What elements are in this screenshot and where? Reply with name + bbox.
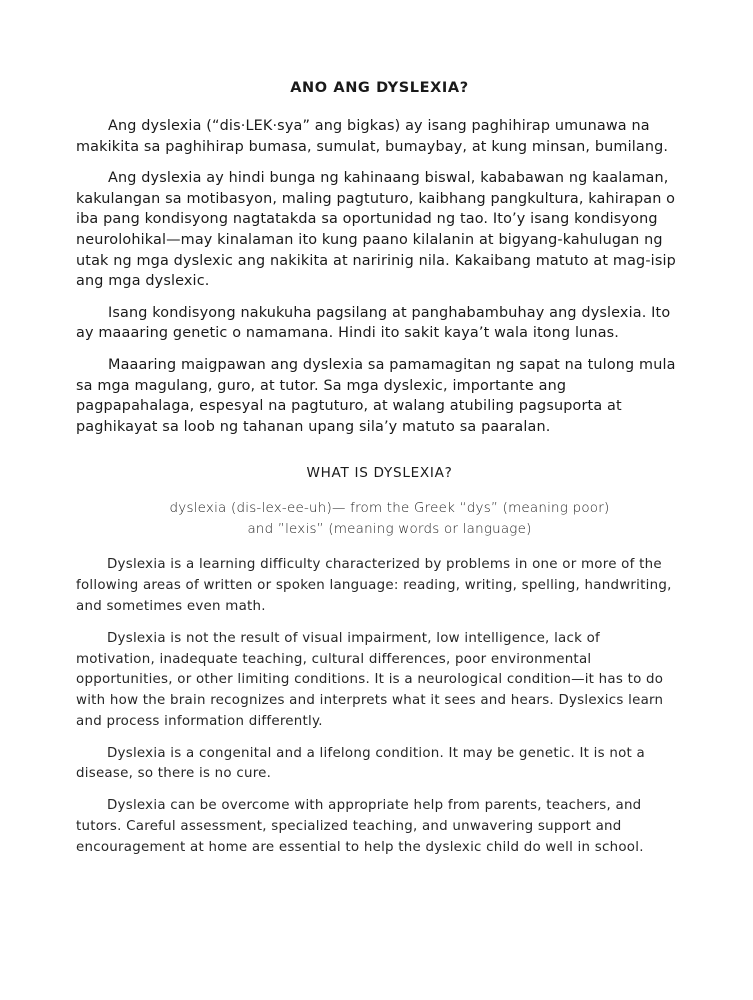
english-body [76, 555, 683, 858]
english-title: WHAT IS DYSLEXIA? [306, 465, 453, 482]
english-paragraph-3: Dyslexia is a congenital and a lifelong condition. It may be genetic. It is not a disease, so there is no cure. [76, 745, 646, 782]
etymology-line-1: dyslexia (dis-lex-ee-uh)— from the Greek “dys” (meaning poor) [169, 501, 610, 517]
filipino-body [76, 116, 683, 437]
etymology-line-2: and ”lexis” (meaning words or language) [247, 521, 532, 537]
filipino-title: ANO ANG DYSLEXIA? [290, 80, 469, 96]
english-paragraph-2: Dyslexia is not the result of visual impairment, low intelligence, lack of motivation, inadequate teaching, cultural differences, poor environmental opportunities, or other limiting conditions. It is a neurological condition—it has to do with how the brain recognizes and interprets what it sees and hears. Dyslexics learn and process information differently. [76, 630, 664, 729]
english-paragraph-4: Dyslexia can be overcome with appropriate help from parents, teachers, and tutors. Careful assessment, specialized teaching, and unwavering support and encouragement at home are essential to help the dyslexic child do well in school. [76, 798, 644, 855]
filipino-paragraph-1: Ang dyslexia (“dis·LEK·sya” ang bigkas) ay isang paghihirap umunawa na makikita sa paghihirap bumasa, sumulat, bumaybay, at kung minsan, bumilang. [76, 118, 669, 155]
etymology-note [76, 499, 683, 540]
filipino-paragraph-2: Ang dyslexia ay hindi bunga ng kahinaang biswal, kababawan ng kaalaman, kakulangan sa motibasyon, maling pagtuturo, kaibhang pangkultura, kahirapan o iba pang kondisyong nagtatakda sa oportunidad ng tao. Ito’y isang kondisyong neurolohikal—may kinalaman ito kung paano kilalanin at bigyang-kahulugan ng utak ng mga dyslexic ang nakikita at naririnig nila. Kakaibang matuto at mag-isip ang mga dyslexic. [76, 170, 676, 290]
english-paragraph-1: Dyslexia is a learning difficulty characterized by problems in one or more of the following areas of written or spoken language: reading, writing, spelling, handwriting, and sometimes even math. [76, 557, 672, 614]
english-section [76, 463, 683, 858]
filipino-paragraph-3: Isang kondisyong nakukuha pagsilang at panghabambuhay ang dyslexia. Ito ay maaaring genetic o namamana. Hindi ito sakit kaya’t wala itong lunas. [76, 304, 671, 342]
filipino-paragraph-4: Maaaring maigpawan ang dyslexia sa pamamagitan ng sapat na tulong mula sa mga magulang, guro, at tutor. Sa mga dyslexic, importante ang pagpapahalaga, espesyal na pagtuturo, at walang atubiling pagsuporta at paghikayat sa loob ng tahanan upang sila’y matuto sa paaralan. [76, 356, 676, 435]
filipino-section [76, 78, 683, 437]
